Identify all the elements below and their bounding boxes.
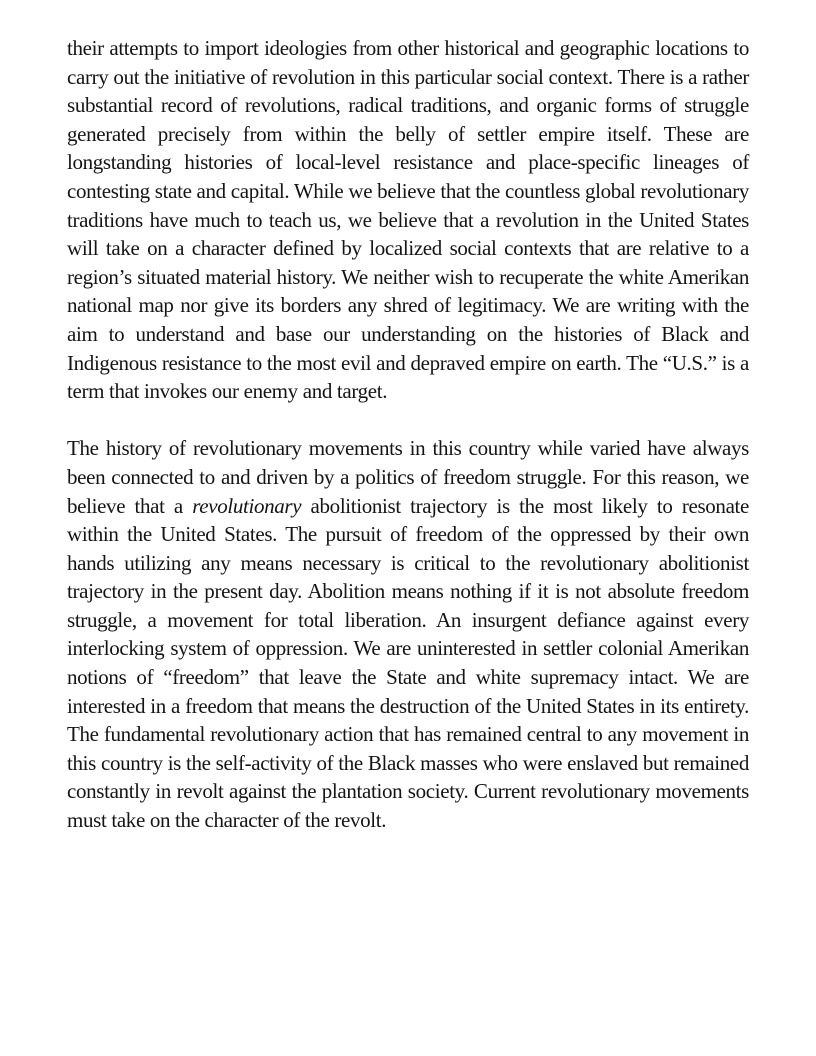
paragraph-2-text-start: The history of revolutionary movements in this country while varied have always been connected to and driven by a politics of freedom struggle. For this reason, we believe that a (67, 436, 749, 518)
body-paragraph-1 (67, 34, 749, 406)
paragraph-1-text: their attempts to import ideologies from other historical and geographic locations to carry out the initiative of revolution in this particular social context. There is a rather substantial record of revolutions, radical traditions, and organic forms of struggle generated precisely from within the belly of settler empire itself. These are longstanding histories of local-level resistance and place-specific lineages of contesting state and capital. While we believe that the countless global revolutionary traditions have much to teach us, we believe that a revolution in the United States will take on a character defined by localized social contexts that are relative to a region’s situated material history. We neither wish to recuperate the white Amerikan national map nor give its borders any shred of legitimacy. We are writing with the aim to understand and base our understanding on the histories of Black and Indigenous resistance to the most evil and depraved empire on earth. The “U.S.” is a term that invokes our enemy and target. (67, 36, 749, 404)
document-page (67, 34, 749, 835)
paragraph-2-emphasis: revolutionary (192, 493, 302, 518)
body-paragraph-2 (67, 434, 749, 834)
paragraph-2-text-end: abolitionist trajectory is the most likely to resonate within the United States. The pursuit of freedom of the oppressed by their own hands utilizing any means necessary is critical to the revolutionary abolitionist trajectory in the present day. Abolition means nothing if it is not absolute freedom struggle, a movement for total liberation. An insurgent defiance against every interlocking system of oppression. We are uninterested in settler colonial Amerikan notions of “freedom” that leave the State and white supremacy intact. We are interested in a freedom that means the destruction of the United States in its entirety. The fundamental revolutionary action that has remained central to any movement in this country is the self-activity of the Black masses who were enslaved but remained constantly in revolt against the plantation society. Current revolutionary movements must take on the character of the revolt. (67, 493, 749, 833)
